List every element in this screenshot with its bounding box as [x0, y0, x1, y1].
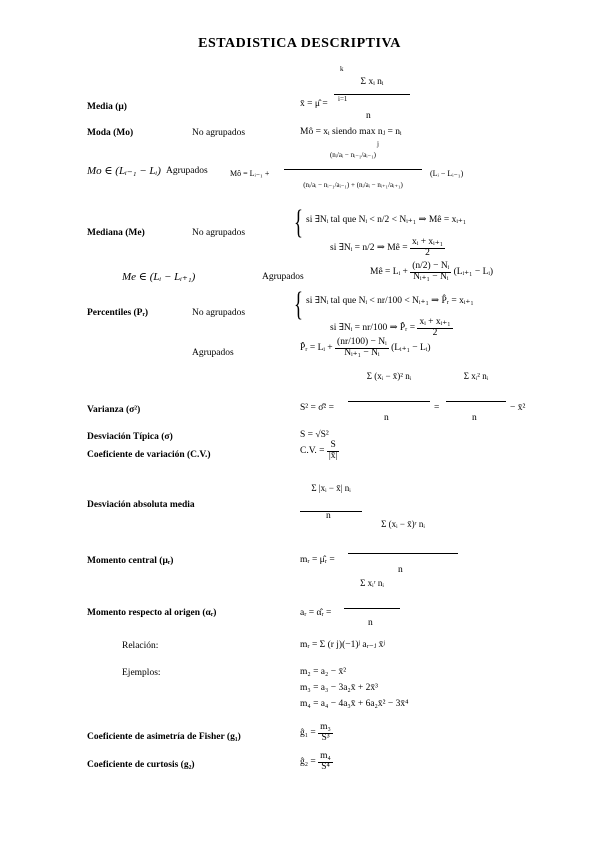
formula-curtosis	[300, 752, 333, 772]
fraction	[410, 238, 445, 258]
numerator: Σ xᵢ nᵢ	[334, 78, 410, 95]
lhs: P̂ᵣ = Lᵢ +	[300, 343, 333, 354]
label-dam: Desviación absoluta media	[87, 500, 195, 510]
formula-mediana-grp	[370, 262, 493, 282]
label-fisher: Coeficiente de asimetría de Fisher (g₁)	[87, 732, 241, 742]
denominator: n	[398, 565, 403, 575]
numerator: S	[327, 441, 340, 452]
mediana-line1: si ∃Nᵢ tal que Nᵢ < n/2 < Nᵢ₊₁ ⇒ Mê = xᵢ₊₁	[306, 215, 467, 225]
formula-percentiles-grp	[300, 338, 431, 358]
percentiles-line2	[330, 318, 453, 338]
lhs: Mô = Lᵢ₋₁ +	[230, 169, 270, 178]
numerator: (n/2) − Nᵢ	[412, 261, 450, 271]
denominator: Nᵢ₊₁ − Nᵢ	[413, 271, 449, 282]
label-media: Media (μ)	[87, 102, 127, 112]
rhs: (Lᵢ₊₁ − Lᵢ)	[391, 343, 431, 354]
method-mediana-grp: Agrupados	[262, 272, 304, 282]
equals: =	[434, 403, 440, 413]
lhs: ĝ₂ =	[300, 757, 316, 768]
ejemplo-3: m₄ = a₄ − 4a₃x̄ + 6a₂x̄² − 3x̄⁴	[300, 699, 409, 709]
denominator: n	[326, 511, 331, 521]
numerator: m₃	[320, 722, 331, 732]
formula-cv	[300, 441, 339, 461]
label-cv: Coeficiente de variación (C.V.)	[87, 450, 211, 460]
lhs: S² = σ̂² =	[300, 403, 334, 413]
denominator: 2	[425, 247, 430, 258]
formula-moda-under: j	[377, 140, 379, 148]
lhs: aᵣ = α̂ᵣ =	[300, 608, 332, 618]
method-moda: No agrupados	[192, 128, 246, 138]
percentiles-line1: si ∃Nᵢ tal que Nᵢ < nr/100 < Nᵢ₊₁ ⇒ P̂ᵣ = xᵢ₊₁	[306, 296, 474, 306]
numerator: m₄	[320, 751, 331, 761]
fraction	[318, 752, 333, 772]
lhs: C.V. =	[300, 446, 325, 457]
sum-bottom: i=1	[338, 95, 348, 103]
label-mediana: Mediana (Me)	[87, 228, 145, 238]
numerator-1: Σ (xᵢ − x̄)² nᵢ	[348, 372, 430, 402]
denominator-1: n	[384, 413, 389, 423]
label-percentiles: Percentiles (Pᵣ)	[87, 308, 149, 318]
fraction	[318, 723, 333, 743]
fraction	[410, 262, 451, 282]
formula-desviacion: S = √S²	[300, 430, 329, 440]
denominator: S⁴	[321, 761, 330, 772]
lhs: mᵣ = μ̂ᵣ =	[300, 555, 335, 565]
lhs: ĝ₁ =	[300, 728, 316, 739]
lhs: si ∃Nᵢ = n/2 ⇒ Mê =	[330, 243, 408, 254]
sum-top: k	[340, 65, 344, 73]
rhs: (Lᵢ − Lᵢ₋₁)	[430, 169, 464, 178]
ejemplo-1: m₂ = a₂ − x̄²	[300, 667, 347, 677]
label-varianza: Varianza (σ²)	[87, 405, 141, 415]
numerator: (nr/100) − Nᵢ	[337, 337, 387, 347]
mediana-line2	[330, 238, 445, 258]
label-mediana-grp: Me ∈ (Lᵢ − Lᵢ₊₁)	[122, 271, 196, 283]
numerator: xᵢ + xᵢ₊₁	[419, 317, 451, 327]
numerator: Σ xᵢʳ nᵢ	[344, 579, 400, 609]
lhs: x̄ = μ̂ =	[300, 99, 328, 109]
label-ejemplos: Ejemplos:	[122, 668, 161, 678]
lhs: si ∃Nᵢ = nr/100 ⇒ P̂ᵣ =	[330, 323, 416, 334]
formula-fisher	[300, 723, 333, 743]
numerator: (nᵢ/aᵢ − nᵢ₋₁/aᵢ₋₁)	[284, 152, 422, 170]
formula-relacion: mᵣ = Σ (r j)(−1)ʲ aᵣ₋ⱼ x̄ʲ	[300, 640, 385, 650]
denominator: n	[368, 618, 373, 628]
method-moda-grp: Agrupados	[166, 166, 208, 176]
fraction	[417, 318, 452, 338]
label-relacion: Relación:	[122, 641, 159, 651]
numerator: Σ (xᵢ − x̄)ʳ nᵢ	[348, 520, 458, 554]
denominator: Nᵢ₊₁ − Nᵢ	[344, 347, 380, 358]
denominator: n	[366, 111, 371, 121]
label-curtosis: Coeficiente de curtosis (g₂)	[87, 760, 195, 770]
method-percentiles-grp: Agrupados	[192, 348, 234, 358]
denominator: |x̄|	[328, 450, 338, 461]
method-percentiles: No agrupados	[192, 308, 246, 318]
label-momento-central: Momento central (μᵣ)	[87, 556, 174, 566]
fraction	[335, 338, 389, 358]
denominator: 2	[432, 327, 438, 338]
numerator: xᵢ + xᵢ₊₁	[412, 237, 444, 247]
page-title: ESTADISTICA DESCRIPTIVA	[198, 36, 401, 51]
formula-moda: Mô = xᵢ siendo max nⱼ = nᵢ	[300, 127, 402, 137]
label-moda-grp: Mo ∈ (Lᵢ₋₁ − Lᵢ)	[87, 165, 161, 177]
method-mediana: No agrupados	[192, 228, 246, 238]
rhs: (Lᵢ₊₁ − Lᵢ)	[453, 267, 494, 278]
denominator-2: n	[472, 413, 477, 423]
brace-mediana: {	[294, 204, 303, 241]
rhs: − x̄²	[510, 403, 526, 413]
label-momento-origen: Momento respecto al origen (αᵣ)	[87, 608, 217, 618]
lhs: Mê = Lᵢ +	[370, 267, 408, 278]
denominator: (nᵢ/aᵢ − nᵢ₋₁/aᵢ₋₁) + (nᵢ/aᵢ − nᵢ₊₁/aᵢ₊₁)	[303, 181, 403, 189]
brace-percentiles: {	[294, 286, 303, 323]
fraction	[327, 441, 340, 461]
ejemplo-2: m₃ = a₃ − 3a₂x̄ + 2x̄³	[300, 683, 378, 693]
numerator: Σ |xᵢ − x̄| nᵢ	[300, 484, 362, 512]
denominator: S³	[321, 732, 330, 743]
label-moda: Moda (Mo)	[87, 128, 134, 138]
label-desviacion: Desviación Típica (σ)	[87, 432, 173, 442]
numerator-2: Σ xᵢ² nᵢ	[446, 372, 506, 402]
